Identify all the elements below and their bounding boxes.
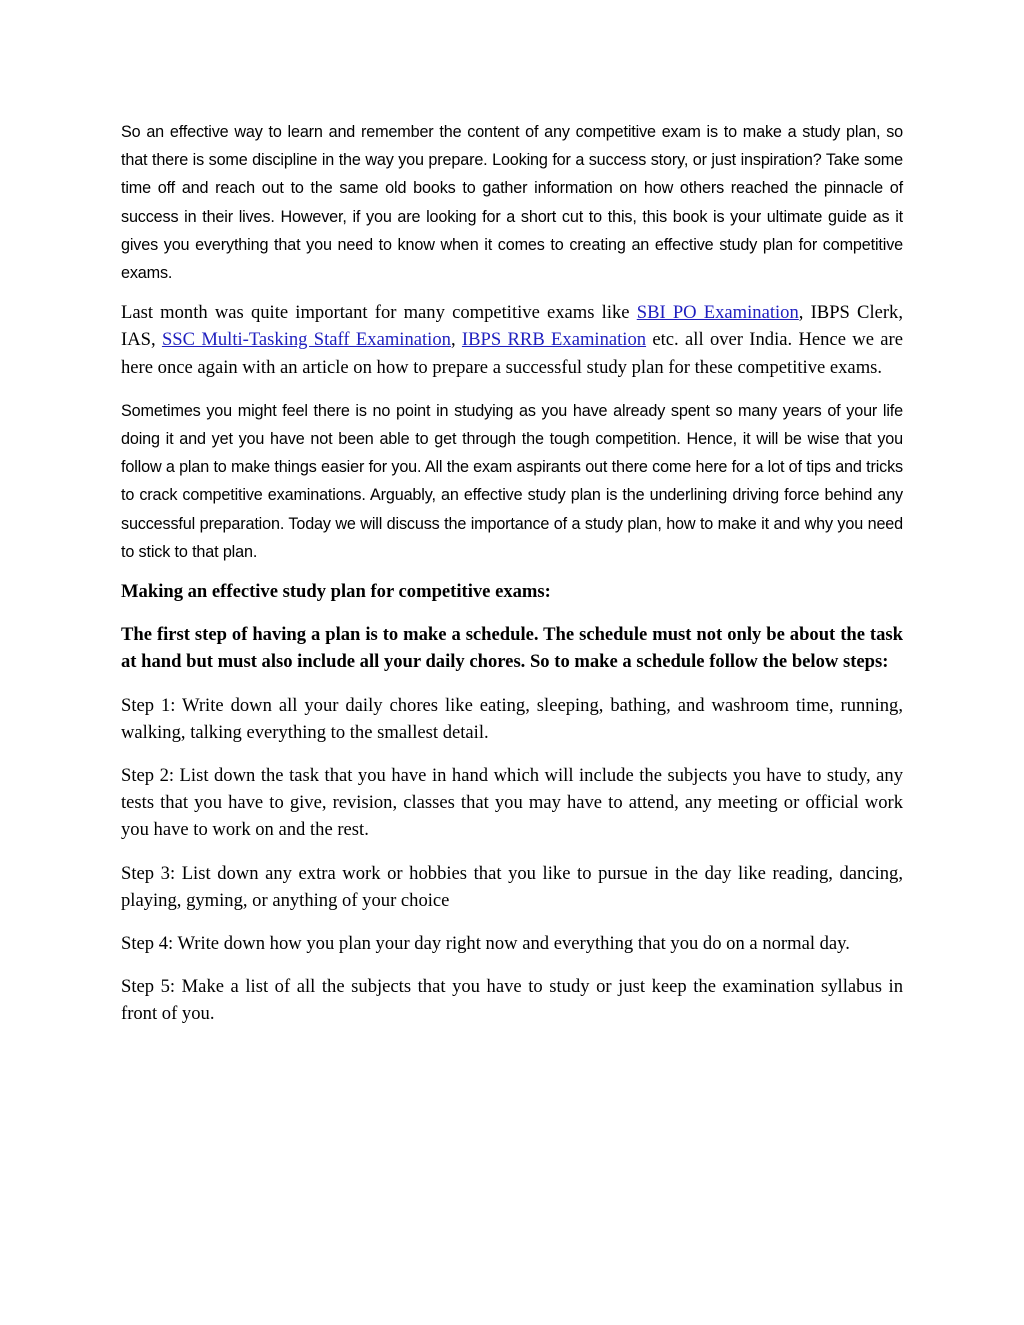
intro-paragraph: So an effective way to learn and remember the content of any competitive exam is to make a study plan, so that there is some discipline in the way you prepare. Looking for a success story, or just inspiration? Take some time off and reach out to the same old books to gather information on how others reached the pinnacle of success in their lives. However, if you are looking for a short cut to this, this book is your ultimate guide as it gives you everything that you need to know when it comes to creating an effective study plan for competitive exams.	[121, 123, 903, 283]
exams-text-2: , IBPS Clerk, IAS,	[121, 302, 903, 351]
step-5-paragraph: Step 5: Make a list of all the subjects that you have to study or just keep the examination syllabus in front of you.	[121, 976, 903, 1025]
section-heading: Making an effective study plan for competitive exams:	[121, 581, 551, 603]
exams-paragraph	[121, 299, 903, 381]
step-3-paragraph: Step 3: List down any extra work or hobbies that you like to pursue in the day like reading, dancing, playing, gyming, or anything of your choice	[121, 862, 903, 911]
ibps-rrb-examination-link[interactable]: IBPS RRB Examination	[461, 329, 647, 351]
step-4-paragraph: Step 4: Write down how you plan your day right now and everything that you do on a normal day.	[121, 933, 850, 955]
ssc-multi-tasking-staff-examination-link[interactable]: SSC Multi-Tasking Staff Examination	[161, 329, 451, 351]
motivation-paragraph: Sometimes you might feel there is no point in studying as you have already spent so many years of your life doing it and yet you have not been able to get through the tough competition. Hence, it will be wise that you follow a plan to make things easier for you. All the exam aspirants out there come here for a lot of tips and tricks to crack competitive examinations. Arguably, an effective study plan is the underlining driving force behind any successful preparation. Today we will discuss the importance of a study plan, how to make it and why you need to stick to that plan.	[121, 401, 903, 561]
sbi-po-examination-link[interactable]: SBI PO Examination	[636, 302, 799, 324]
exams-text-1: Last month was quite important for many competitive exams like	[121, 302, 637, 324]
step-1-paragraph: Step 1: Write down all your daily chores like eating, sleeping, bathing, and washroom time, running, walking, talking everything to the smallest detail.	[121, 694, 903, 743]
exams-text-3: ,	[450, 329, 462, 351]
exams-text-4: etc. all over India. Hence we are here once again with an article on how to prepare a successful study plan for these competitive exams.	[121, 329, 903, 378]
document-page	[121, 118, 903, 1044]
schedule-intro-paragraph: The first step of having a plan is to make a schedule. The schedule must not only be about the task at hand but must also include all your daily chores. So to make a schedule follow the below steps:	[121, 624, 903, 673]
step-2-paragraph: Step 2: List down the task that you have in hand which will include the subjects you have to study, any tests that you have to give, revision, classes that you may have to attend, any meeting or official work you have to work on and the rest.	[121, 765, 903, 841]
